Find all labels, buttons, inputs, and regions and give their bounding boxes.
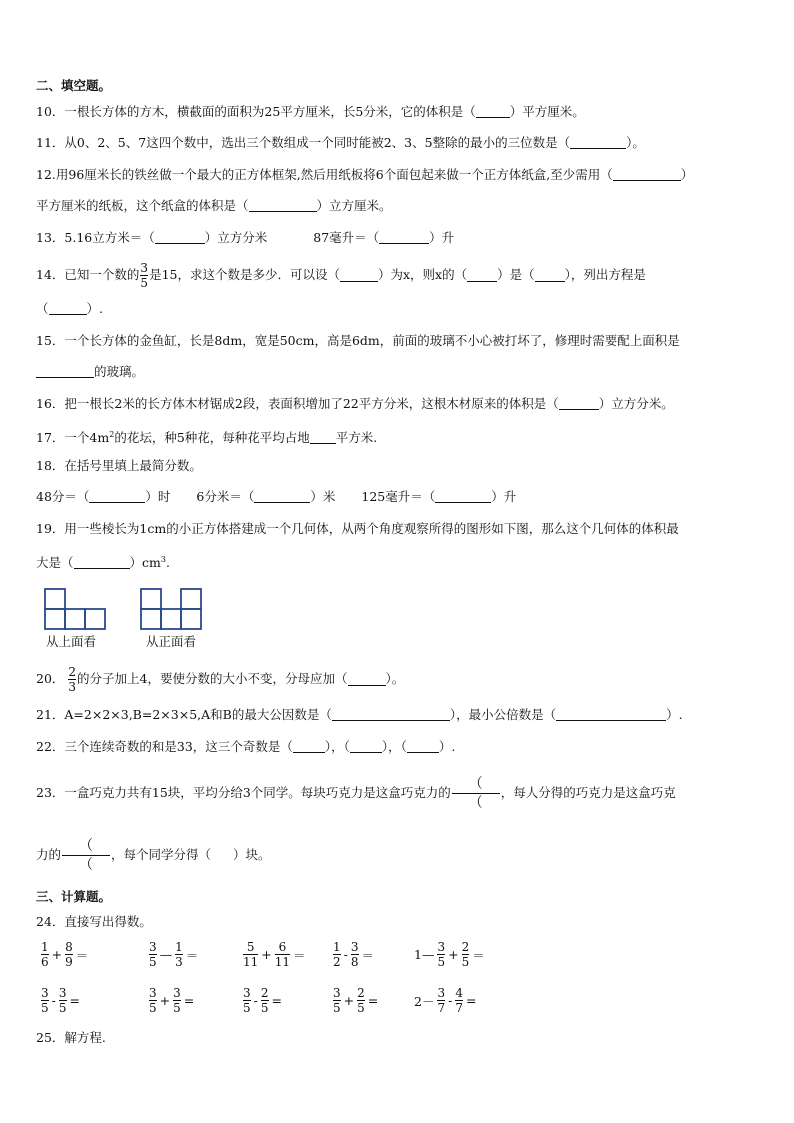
answer-blank[interactable] (74, 556, 130, 569)
fraction (140, 261, 148, 290)
question-12-line-2 (36, 198, 392, 214)
cube-face (181, 609, 201, 629)
denominator: 3 (175, 955, 183, 969)
superscript: 3 (160, 555, 166, 564)
numerator: 8 (65, 940, 73, 954)
answer-blank[interactable] (407, 740, 439, 753)
question-number: 25． (36, 1030, 65, 1045)
question-number: 14． (36, 267, 65, 282)
math-operator: = (69, 993, 80, 1008)
math-operator: = (271, 993, 282, 1008)
question-18-line-2 (36, 489, 516, 505)
calc-expression-c8 (242, 986, 284, 1015)
cube-face (141, 589, 161, 609)
fraction (333, 940, 341, 969)
denominator: 5 (243, 1001, 251, 1015)
answer-blank[interactable] (49, 302, 87, 315)
question-text: 125毫升＝（ (361, 489, 436, 504)
numerator: 4 (455, 986, 463, 1000)
question-17 (36, 427, 377, 446)
fraction (149, 986, 157, 1015)
question-23 (36, 770, 676, 816)
math-operator: ＝ (185, 947, 199, 963)
fraction (275, 940, 290, 969)
answer-blank[interactable] (310, 431, 336, 444)
numerator: 3 (58, 986, 67, 1000)
math-operator: 1— (414, 947, 435, 962)
math-operator: - (343, 947, 348, 962)
question-text: ），（ (381, 739, 407, 754)
question-text: A=2×2×3,B=2×3×5,A和B的最大公因数是（ (64, 707, 332, 722)
numerator: 5 (246, 940, 255, 954)
question-number: 19． (36, 521, 65, 536)
question-text: 用96厘米长的铁丝做一个最大的正方体框架,然后用纸板将6个面包起来做一个正方体纸盒,至少需用（ (55, 167, 613, 182)
question-text: 的花坛，种5种花，每种花平均占地 (114, 430, 310, 446)
question-text: ）立方厘米。 (316, 198, 392, 213)
question-number: 13． (36, 230, 65, 245)
calc-expression-c1 (40, 940, 90, 969)
question-text: 一个长方体的金鱼缸，长是8dm，宽是50cm，高是6dm，前面的玻璃不小心被打坏了，修理时需要配上面积是 (64, 333, 680, 348)
cube-face (161, 609, 181, 629)
fraction (437, 986, 445, 1015)
question-number: 18． (36, 458, 65, 473)
front-view-figure (140, 588, 206, 632)
question-19-line-2 (36, 552, 170, 571)
question-10 (36, 104, 585, 120)
denominator: 5 (58, 1001, 67, 1015)
paren: （ (79, 837, 94, 854)
question-text: ），最小公倍数是（ (449, 707, 557, 722)
question-text: 用一些棱长为1cm的小正方体搭建成一个几何体，从两个角度观察所得的图形如下图，那么这个几何体的体积最 (64, 521, 679, 536)
math-operator: ＝ (75, 947, 89, 963)
answer-blank[interactable] (348, 673, 386, 686)
question-text: 平方厘米的纸板，这个纸盒的体积是（ (36, 198, 249, 213)
cube-face (45, 589, 65, 609)
fraction (59, 986, 67, 1015)
numerator: 3 (149, 940, 157, 954)
answer-blank[interactable] (559, 397, 599, 410)
question-text: ），（ (324, 739, 350, 754)
math-operator: — (159, 947, 173, 962)
denominator: 2 (333, 955, 341, 969)
front-view-caption: 从正面看 (146, 634, 197, 649)
question-text: 把一根长2米的长方体木材锯成2段，表面积增加了22平方分米，这根木材原来的体积是（ (64, 396, 559, 411)
denominator: 5 (437, 955, 446, 969)
cube-face (141, 609, 161, 629)
answer-blank[interactable] (254, 490, 310, 503)
answer-blank[interactable] (379, 231, 429, 244)
question-text: ）升 (429, 230, 455, 245)
math-operator: ＝ (293, 947, 306, 963)
fraction (68, 665, 76, 694)
math-operator: = (465, 993, 477, 1008)
paren: （ (468, 794, 483, 811)
answer-blank[interactable] (435, 490, 491, 503)
math-operator: + (159, 993, 171, 1008)
superscript: 2 (109, 430, 115, 439)
question-text: ）升 (491, 489, 517, 504)
question-13 (36, 230, 454, 246)
answer-blank[interactable] (350, 740, 382, 753)
answer-blank[interactable] (476, 105, 510, 118)
fraction (173, 986, 181, 1015)
question-text: ）立方分米 (204, 230, 268, 245)
denominator: 3 (68, 679, 77, 694)
numerator: 3 (140, 260, 149, 275)
cube-face (85, 609, 105, 629)
question-number: 21． (36, 707, 65, 722)
numerator: 6 (278, 940, 287, 954)
math-operator: + (51, 947, 63, 962)
question-22 (36, 739, 455, 755)
question-18 (36, 458, 202, 474)
question-number: 24． (36, 914, 65, 929)
question-text: 一根长方体的方木，横截面的面积为25平方厘米，长5分米，它的体积是（ (64, 104, 476, 119)
calc-expression-c7 (148, 986, 196, 1015)
question-text: 87毫升＝（ (313, 230, 380, 245)
fraction (243, 986, 251, 1015)
paren: （ (468, 775, 483, 792)
question-number: 23． (36, 785, 65, 800)
answer-blank[interactable] (332, 708, 450, 721)
denominator: 7 (455, 1001, 463, 1015)
fraction (149, 940, 157, 969)
denominator: 11 (274, 955, 291, 969)
fraction (261, 986, 269, 1015)
question-number: 12. (36, 167, 56, 182)
question-text: ）. (438, 739, 456, 754)
math-operator: - (51, 993, 56, 1008)
answer-blank[interactable] (535, 269, 565, 282)
math-operator: + (261, 947, 272, 962)
numerator: 1 (333, 940, 341, 954)
fraction (351, 940, 359, 969)
math-operator: + (343, 993, 355, 1008)
math-operator: = (367, 993, 379, 1008)
question-25 (36, 1030, 106, 1046)
top-view-caption: 从上面看 (46, 634, 97, 649)
numerator: 3 (149, 986, 157, 1000)
question-21 (36, 707, 683, 723)
question-text: 三个连续奇数的和是33，这三个奇数是（ (64, 739, 293, 754)
question-number: 11． (36, 135, 65, 150)
question-15-line-2 (36, 364, 144, 380)
numerator: 1 (41, 940, 49, 954)
question-text: ）立方分米。 (598, 396, 674, 411)
question-23-line-2 (36, 832, 271, 878)
question-text: 的分子加上4，要使分数的大小不变，分母应加（ (77, 671, 348, 686)
paren: （ (79, 856, 94, 873)
calc-expression-c5 (412, 940, 487, 969)
question-text: ）时 (145, 489, 171, 504)
calc-expression-c2 (148, 940, 200, 969)
fraction (455, 986, 463, 1015)
math-operator: + (448, 947, 459, 962)
question-text: 一盒巧克力共有15块，平均分给3个同学。每块巧克力是这盒巧克力的 (64, 785, 451, 800)
cube-face (65, 609, 85, 629)
numerator: 2 (260, 986, 269, 1000)
question-number: 17． (36, 430, 65, 446)
question-text: （ (36, 301, 49, 316)
math-operator: - (448, 993, 453, 1008)
question-text: 的玻璃。 (94, 364, 145, 379)
question-text: ）cm (129, 555, 161, 571)
calc-expression-c10 (412, 986, 478, 1015)
fraction (357, 986, 365, 1015)
question-text: ，每人分得的巧克力是这盒巧克 (500, 785, 676, 800)
answer-fraction-blank[interactable] (62, 837, 110, 874)
question-text: 平方米. (335, 430, 378, 446)
calc-expression-c6 (40, 986, 82, 1015)
question-number: 10． (36, 104, 65, 119)
cube-face (45, 609, 65, 629)
question-text: 是15，求这个数是多少．可以设（ (149, 267, 340, 282)
question-text: . (165, 555, 170, 571)
denominator: 7 (437, 1001, 446, 1015)
question-text: ）平方厘米。 (509, 104, 585, 119)
answer-blank[interactable] (36, 365, 94, 378)
question-text: ）. (86, 301, 103, 316)
question-14 (36, 260, 646, 290)
question-text: ）米 (310, 489, 336, 504)
question-24 (36, 914, 152, 930)
numerator: 3 (437, 940, 446, 954)
calc-expression-c3 (242, 940, 308, 969)
question-text: 48分＝（ (36, 489, 90, 504)
math-operator: - (253, 993, 258, 1008)
question-text: ） (680, 167, 694, 182)
question-text: 一个4m (64, 430, 110, 446)
cube-face (181, 589, 201, 609)
answer-blank[interactable] (89, 490, 145, 503)
question-text: ）。 (385, 671, 405, 686)
question-text: ）. (666, 707, 683, 722)
question-text: 解方程. (64, 1030, 106, 1045)
numerator: 3 (350, 940, 359, 954)
math-operator: ＝ (361, 947, 375, 963)
question-11 (36, 135, 645, 151)
fraction (41, 986, 49, 1015)
question-text: ）为x，则x的（ (377, 267, 468, 282)
question-text: 从0、2、5、7这四个数中，选出三个数组成一个同时能被2、3、5整除的最小的三位数是（ (64, 135, 571, 150)
question-text: ）块。 (233, 847, 271, 862)
answer-blank[interactable] (155, 231, 205, 244)
question-19 (36, 521, 679, 537)
question-16 (36, 396, 674, 412)
math-operator: = (183, 993, 195, 1008)
question-14-line-2 (36, 301, 103, 317)
question-text: 大是（ (36, 555, 74, 571)
numerator: 3 (243, 986, 251, 1000)
question-number: 20． (36, 671, 65, 686)
numerator: 2 (68, 664, 77, 679)
denominator: 5 (461, 955, 470, 969)
question-text: 已知一个数的 (64, 267, 140, 282)
denominator: 5 (140, 275, 149, 290)
question-text: ），列出方程是 (564, 267, 646, 282)
denominator: 5 (260, 1001, 269, 1015)
fraction (65, 940, 73, 969)
question-number: 16． (36, 396, 65, 411)
denominator: 5 (357, 1001, 365, 1015)
question-text: 5.16立方米＝（ (64, 230, 155, 245)
math-operator: 2－ (414, 993, 435, 1009)
denominator: 6 (41, 955, 49, 969)
fraction (41, 940, 49, 969)
denominator: 5 (149, 1001, 157, 1015)
question-15 (36, 333, 680, 349)
section-calc-title: 三、计算题。 (36, 889, 112, 904)
question-text: ）。 (626, 135, 645, 150)
calc-expression-c9 (332, 986, 380, 1015)
answer-blank[interactable] (293, 740, 325, 753)
denominator: 5 (149, 955, 157, 969)
top-view-figure (44, 588, 110, 632)
numerator: 1 (175, 940, 183, 954)
numerator: 2 (461, 940, 470, 954)
question-number: 15． (36, 333, 65, 348)
numerator: 3 (333, 986, 341, 1000)
question-text: ）是（ (497, 267, 535, 282)
denominator: 5 (41, 1001, 49, 1015)
calc-expression-c4 (332, 940, 376, 969)
question-text: 6分米＝（ (196, 489, 255, 504)
answer-blank[interactable] (467, 269, 497, 282)
denominator: 11 (243, 955, 259, 969)
denominator: 5 (333, 1001, 341, 1015)
denominator: 8 (350, 955, 359, 969)
question-number: 22． (36, 739, 65, 754)
answer-blank[interactable] (570, 136, 626, 149)
question-text: 在括号里填上最简分数。 (64, 458, 202, 473)
question-text: 力的 (36, 847, 62, 862)
answer-fraction-blank[interactable] (452, 775, 500, 812)
math-operator: ＝ (472, 947, 485, 963)
question-text: 直接写出得数。 (64, 914, 152, 929)
numerator: 2 (357, 986, 365, 1000)
question-text: ，每个同学分得（ (111, 847, 212, 862)
denominator: 9 (65, 955, 73, 969)
fraction (333, 986, 341, 1015)
fraction (175, 940, 183, 969)
answer-blank[interactable] (249, 199, 317, 212)
denominator: 5 (173, 1001, 181, 1015)
numerator: 3 (41, 986, 49, 1000)
answer-blank[interactable] (340, 269, 378, 282)
answer-blank[interactable] (556, 708, 666, 721)
question-12 (36, 167, 693, 183)
fraction (462, 940, 470, 969)
numerator: 3 (173, 986, 181, 1000)
fraction (243, 940, 258, 969)
answer-blank[interactable] (613, 168, 681, 181)
section-fill-in-title: 二、填空题。 (36, 78, 112, 93)
question-20 (36, 662, 404, 696)
fraction (437, 940, 445, 969)
numerator: 3 (437, 986, 446, 1000)
